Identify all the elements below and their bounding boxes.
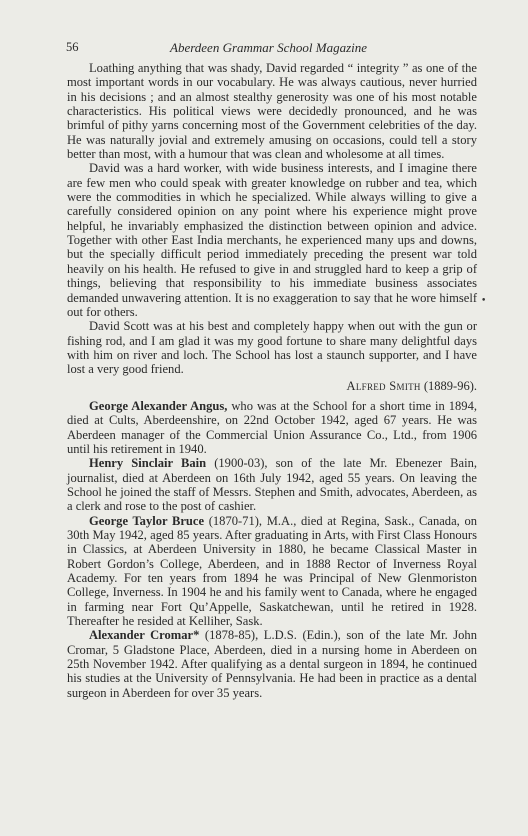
entry-text: who was at the School for a short time in 1894, died at Cults, Aberdeenshire, on 22nd October 1942, aged 67 years. He was Aberdeen manager of the Commercial Union Assurance Co., Ltd., from 1906 until his retirement in 1940. (67, 398, 477, 456)
scott-paragraph-2: David was a hard worker, with wide business interests, and I imagine there are few men who could speak with greater knowledge on rubber and tea, which were the commodities in which he specialized. While always willing to give a carefully considered opinion on any point where his experience might prove helpful, he invariably emphasized the distinction between opinion and advice. Together with other East India merchants, he experienced many ups and downs, but the specially difficult period immediately preceding the present war told heavily on his health. He refused to give in and struggled hard to keep a grip of things, believing that responsibility to his immediate business associates demanded unwavering attention. It is no exaggeration to say that he wore himself out for others. (67, 161, 477, 319)
entry-text: (1900-03), son of the late Mr. Ebenezer Bain, journalist, died at Aberdeen on 16th July 1942, aged 55 years. On leaving the School he joined the staff of Messrs. Stephen and Smith, advocates, Aberdeen, as a clerk and rose to the post of cashier. (67, 456, 477, 514)
page-body (67, 61, 477, 700)
signature-name: Alfred Smith (346, 378, 421, 393)
running-title: Aberdeen Grammar School Magazine (170, 40, 368, 55)
page-header (66, 40, 476, 58)
entry-text: (1878-85), L.D.S. (Edin.), son of the late Mr. John Cromar, 5 Gladstone Place, Aberdeen, died in a nursing home in Aberdeen on 25th November 1942. After qualifying as a dental surgeon in 1894, he continued his studies at the University of Pennsylvania. He had been in practice as a dental surgeon in Aberdeen for over 35 years. (67, 628, 477, 700)
entry-text: (1870-71), M.A., died at Regina, Sask., Canada, on 30th May 1942, aged 85 years. After graduating in Arts, with First Class Honours in Classics, at Aberdeen University in 1880, he became Classical Master in Robert Gordon’s College, Aberdeen, and in 1888 Rector of Inverness Royal Academy. For ten years from 1894 he was Principal of New Glenmoriston College, Inverness. In 1904 he and his family went to Canada, where he engaged in farming near Fort Qu’Appelle, Saskatchewan, until he retired in 1928. Thereafter he resided at Kelliher, Sask. (67, 513, 477, 629)
entry-name: Alexander Cromar* (89, 628, 200, 643)
obituary-entry (67, 456, 477, 513)
obituary-entry (67, 514, 477, 629)
signature-years: (1889-96). (423, 378, 477, 393)
obituary-entry (67, 399, 477, 456)
entry-name: Henry Sinclair Bain (89, 456, 207, 471)
signature (67, 379, 477, 393)
page-number: 56 (66, 40, 79, 54)
margin-mark: • (481, 296, 487, 306)
obituary-entry (67, 628, 477, 700)
scott-paragraph-1: Loathing anything that was shady, David regarded “ integrity ” as one of the most important words in our vocabulary. He was always cautious, never hurried in his decisions ; and an almost stealthy generosity was one of his most notable characteristics. His political views were decidedly pronounced, and he was brimful of pithy yarns concerning most of the Government celebrities of the day. He was naturally jovial and extremely amusing on occasions, could tell a story better than most, with a humour that was clean and wholesome at all times. (67, 61, 477, 162)
entry-name: George Alexander Angus, (89, 398, 228, 413)
entry-name: George Taylor Bruce (89, 513, 205, 528)
scott-paragraph-3: David Scott was at his best and completely happy when out with the gun or fishing rod, and I am glad it was my good fortune to share many delightful days with him on river and loch. The School has lost a staunch supporter, and I have lost a very good friend. (67, 319, 477, 377)
